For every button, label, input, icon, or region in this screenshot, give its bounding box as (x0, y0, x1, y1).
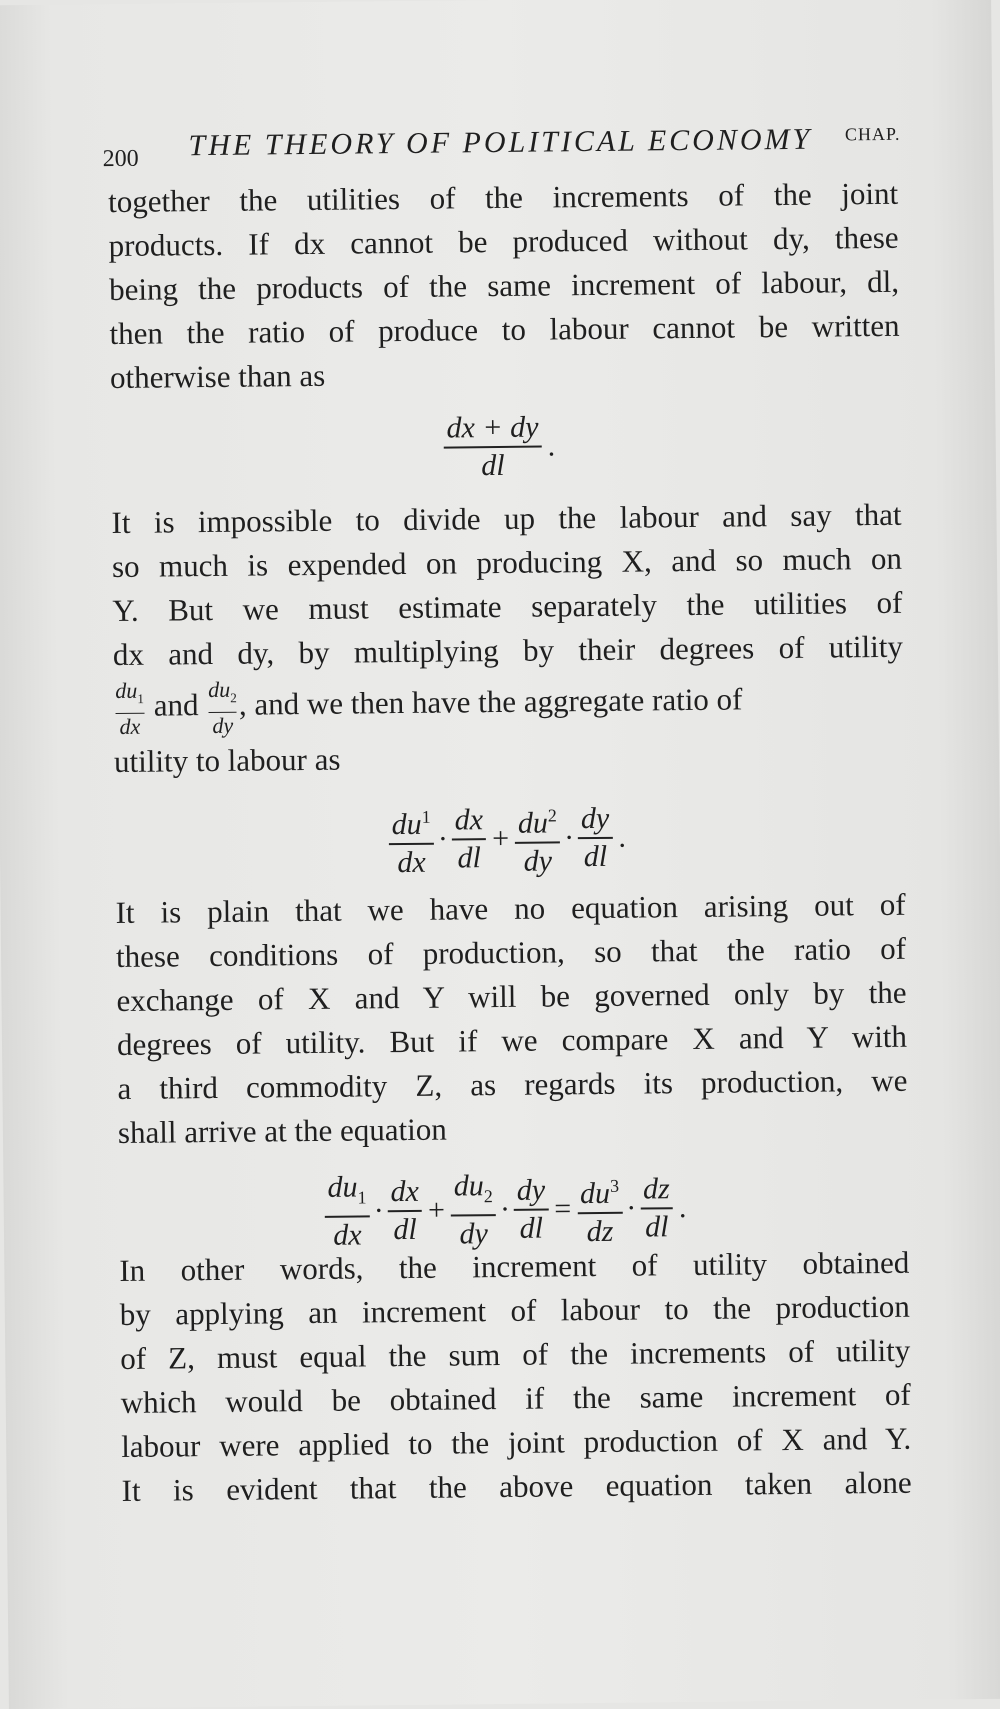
page-number: 200 (102, 145, 139, 173)
plus-sign: + (427, 1193, 446, 1227)
text-line: exchange of X and Y will be governed only by the (116, 974, 907, 1019)
fraction (577, 1168, 623, 1250)
running-header (102, 116, 902, 173)
numerator: dx (387, 1174, 422, 1212)
text-line: labour were applied to the joint production of X and Y. (121, 1420, 912, 1464)
fraction (514, 1173, 549, 1247)
text-line: a third commodity Z, as regards its production, we (117, 1062, 908, 1107)
numerator-text: du (453, 1169, 484, 1203)
text-line: dx and dy, by multiplying by their degrees of utility (112, 628, 904, 673)
numerator-text: du (327, 1170, 358, 1204)
numerator-text: du (391, 807, 422, 842)
text-line: these conditions of production, so that the ratio of (115, 930, 907, 975)
multiplication-dot: · (626, 1191, 637, 1225)
text-line: otherwise than as (109, 357, 326, 396)
denominator: dy (523, 844, 553, 878)
subscript: 2 (230, 690, 237, 706)
numerator: dy (578, 801, 613, 839)
text-line: then the ratio of produce to labour cannot be written (109, 307, 900, 352)
paragraph-2 (111, 493, 904, 784)
numerator: dy (514, 1173, 549, 1211)
denominator: dl (583, 839, 608, 874)
fraction (640, 1171, 673, 1245)
denominator: dy (212, 712, 234, 738)
multiplication-dot: · (499, 1192, 511, 1227)
denominator: dx (333, 1218, 362, 1252)
numerator (388, 799, 433, 845)
numerator (324, 1169, 370, 1217)
text-line: utility to labour as (113, 741, 341, 779)
chapter-label: CHAP. (844, 123, 901, 145)
denominator: dl (519, 1211, 544, 1245)
superscript: 2 (547, 805, 557, 826)
fraction-du2-dy (208, 677, 237, 739)
numerator (577, 1168, 622, 1214)
text-line-with-fractions (113, 669, 904, 740)
fraction (388, 799, 434, 881)
denominator: dx (119, 713, 141, 739)
text-line: products. If dx cannot be produced without dy, these (108, 219, 899, 264)
subscript: 1 (357, 1187, 367, 1208)
paragraph-3 (115, 883, 908, 1155)
equals-sign: = (554, 1192, 572, 1226)
denominator: dy (459, 1217, 489, 1251)
numerator-text: du (208, 677, 231, 703)
text-line: of Z, must equal the sum of the increments of utility (120, 1332, 911, 1377)
text-line: degrees of utility. But if we compare X and Y with (116, 1018, 908, 1063)
text-line: Y. But we must estimate separately the utilities of (112, 584, 903, 629)
numerator: dx (451, 802, 486, 840)
numerator: dx + dy (443, 410, 541, 449)
text-line: so much is expended on producing X, and so much on (111, 540, 903, 585)
superscript: 3 (609, 1175, 620, 1196)
fraction (515, 797, 561, 879)
fraction (451, 802, 486, 876)
superscript: 1 (421, 806, 431, 827)
equation-production-comparison (321, 1166, 690, 1254)
numerator (515, 797, 560, 843)
period: . (618, 820, 627, 854)
period: . (678, 1191, 687, 1225)
paragraph-4 (119, 1241, 912, 1513)
multiplication-dot: · (437, 822, 449, 856)
fraction (578, 801, 613, 875)
running-title: THE THEORY OF POLITICAL ECONOMY (188, 122, 813, 163)
denominator: dx (397, 845, 426, 880)
numerator-text: du (517, 806, 549, 840)
numerator: dz (640, 1171, 673, 1209)
fraction (387, 1174, 422, 1248)
numerator (115, 678, 144, 714)
numerator (208, 677, 237, 713)
text-line: together the utilities of the increments of the joint (107, 175, 899, 220)
paragraph-1 (108, 172, 900, 400)
and-word: and (153, 687, 199, 723)
text-line: being the products of the same increment of labour, dl, (108, 263, 900, 308)
denominator: dl (644, 1210, 669, 1244)
plus-sign: + (492, 821, 510, 856)
text-line: which would be obtained if the same increment of (120, 1376, 911, 1421)
text-line: It is plain that we have no equation arising out of (115, 886, 906, 931)
numerator-text: du (115, 677, 138, 704)
subscript: 1 (137, 691, 145, 707)
equation-ratio-of-produce (440, 409, 558, 484)
denominator: dl (481, 448, 505, 483)
equation-aggregate-ratio (385, 797, 629, 882)
fraction (324, 1169, 370, 1253)
numerator (451, 1168, 497, 1216)
fraction-du1-dx (115, 678, 144, 740)
line-rest: , and we then have the aggregate ratio of (238, 681, 743, 722)
numerator-text: du (579, 1176, 611, 1211)
denominator: dl (393, 1212, 417, 1247)
multiplication-dot: · (563, 821, 575, 855)
period: . (547, 429, 556, 463)
subscript: 2 (483, 1186, 493, 1207)
multiplication-dot: · (373, 1194, 384, 1228)
text-line: shall arrive at the equation (117, 1111, 447, 1151)
fraction (451, 1168, 497, 1252)
text-line: by applying an increment of labour to the production (119, 1288, 910, 1333)
denominator: dl (457, 841, 482, 875)
fraction (443, 410, 542, 485)
denominator: dz (586, 1214, 614, 1249)
text-line: In other words, the increment of utility obtained (119, 1244, 910, 1289)
text-line: It is impossible to divide up the labour and say that (111, 496, 902, 541)
text-line: It is evident that the above equation taken alone (121, 1464, 912, 1508)
